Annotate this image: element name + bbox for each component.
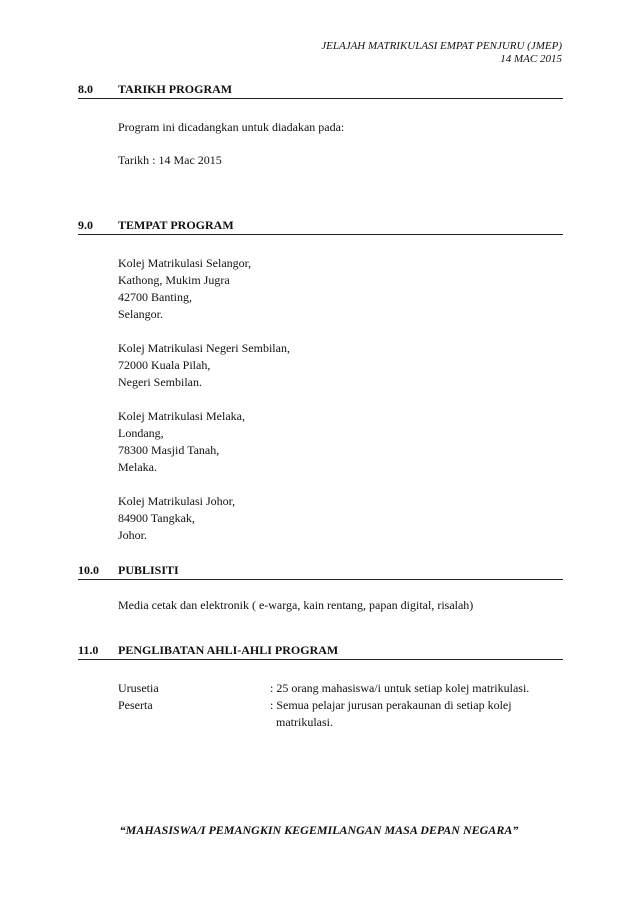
- section-heading-11: [78, 643, 563, 660]
- address-line: Negeri Sembilan.: [118, 375, 202, 389]
- row-value: : Semua pelajar jurusan perakaunan di setiap kolej: [270, 698, 512, 712]
- address-line: 78300 Masjid Tanah,: [118, 443, 220, 457]
- text-line: Program ini dicadangkan untuk diadakan pada:: [118, 120, 345, 134]
- section-heading-9: [78, 218, 563, 235]
- address-line: Kolej Matrikulasi Melaka,: [118, 409, 245, 423]
- address-line: Melaka.: [118, 460, 157, 474]
- address-line: Kathong, Mukim Jugra: [118, 273, 230, 287]
- section-title: TEMPAT PROGRAM: [118, 218, 234, 232]
- footer-motto: “MAHASISWA/I PEMANGKIN KEGEMILANGAN MASA DEPAN NEGARA”: [119, 823, 519, 837]
- section-number: 10.0: [78, 563, 99, 577]
- address-line: Kolej Matrikulasi Selangor,: [118, 256, 252, 270]
- row-label: Urusetia: [118, 681, 159, 695]
- address-line: 84900 Tangkak,: [118, 511, 195, 525]
- header-title: JELAJAH MATRIKULASI EMPAT PENJURU (JMEP): [321, 40, 562, 52]
- section-number: 9.0: [78, 218, 93, 232]
- address-line: 72000 Kuala Pilah,: [118, 358, 211, 372]
- text-line: Tarikh : 14 Mac 2015: [118, 153, 222, 167]
- address-line: Johor.: [118, 528, 148, 542]
- section-title: TARIKH PROGRAM: [118, 82, 233, 96]
- section-title: PENGLIBATAN AHLI-AHLI PROGRAM: [118, 643, 339, 657]
- section-number: 11.0: [78, 643, 99, 657]
- section-title: PUBLISITI: [118, 563, 179, 577]
- row-value: : 25 orang mahasiswa/i untuk setiap kolej matrikulasi.: [270, 681, 530, 695]
- section-heading-8: [78, 82, 563, 99]
- section-heading-10: [78, 563, 563, 580]
- text-line: Media cetak dan elektronik ( e-warga, kain rentang, papan digital, risalah): [118, 598, 474, 612]
- row-value-cont: matrikulasi.: [276, 715, 333, 729]
- address-line: 42700 Banting,: [118, 290, 192, 304]
- address-line: Selangor.: [118, 307, 163, 321]
- row-label: Peserta: [118, 698, 153, 712]
- header-date: 14 MAC 2015: [500, 53, 562, 65]
- address-line: Londang,: [118, 426, 164, 440]
- section-number: 8.0: [78, 82, 93, 96]
- address-line: Kolej Matrikulasi Johor,: [118, 494, 236, 508]
- page-header: [321, 40, 562, 66]
- address-line: Kolej Matrikulasi Negeri Sembilan,: [118, 341, 290, 355]
